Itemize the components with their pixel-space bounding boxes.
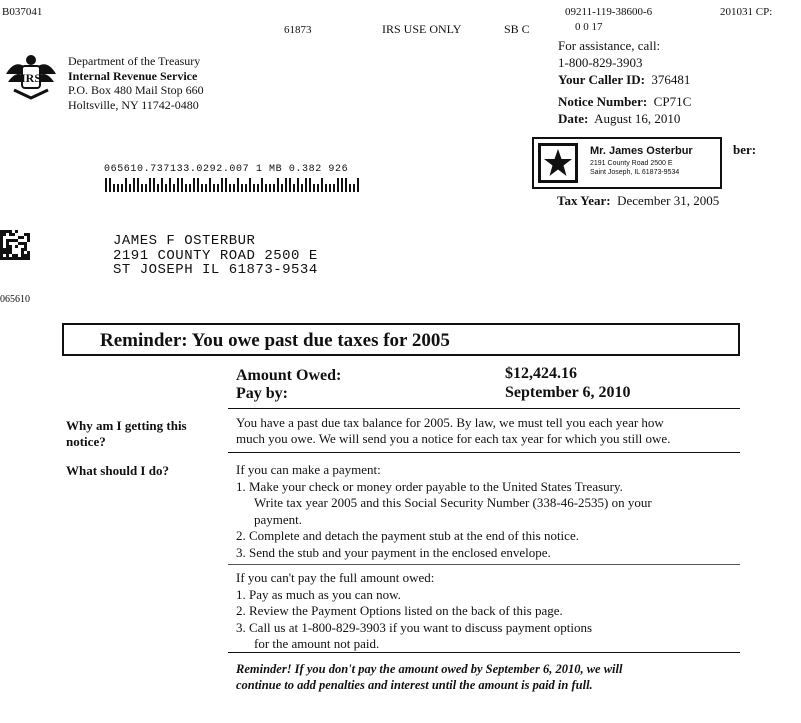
- irs-use-only-label: IRS USE ONLY: [382, 22, 462, 36]
- date-label: Date:: [558, 111, 589, 126]
- caller-id-row: [558, 71, 691, 88]
- pay-by-label: Pay by:: [236, 385, 288, 402]
- caller-id-label: Your Caller ID:: [558, 72, 645, 87]
- document-code: B037041: [2, 6, 43, 18]
- reminder-banner: [62, 323, 740, 356]
- agency-line-4: Holtsville, NY 11742-0480: [68, 97, 199, 112]
- assistance-block: [558, 37, 691, 127]
- cant-pay-item-3-cont: for the amount not paid.: [254, 636, 380, 651]
- divider-4: [228, 652, 740, 653]
- assistance-label: For assistance, call:: [558, 38, 661, 53]
- svg-text:IRS: IRS: [20, 71, 42, 85]
- caller-id-value: 376481: [651, 72, 691, 87]
- can-pay-item-1: 1. Make your check or money order payable to the United States Treasury.: [236, 478, 623, 494]
- agency-address: [68, 54, 204, 112]
- cant-pay-item-1: 1. Pay as much as you can now.: [236, 586, 401, 602]
- divider-3: [228, 564, 740, 565]
- period-code: 201031 CP:: [720, 6, 773, 18]
- divider-1: [228, 408, 740, 409]
- sbc-label: SB C: [504, 22, 530, 36]
- can-pay-item-1-end: payment.: [254, 511, 303, 527]
- star-box: [538, 143, 578, 183]
- taxpayer-name: Mr. James Osterbur: [590, 145, 693, 157]
- ber-label: ber:: [733, 142, 757, 157]
- why-heading-line-1: Why am I getting this: [66, 418, 187, 433]
- why-heading: [66, 418, 187, 450]
- closing-line-2: continue to add penalties and interest until the amount is paid in full.: [236, 678, 593, 692]
- closing-line-1: Reminder! If you don't pay the amount owed by September 6, 2010, we will: [236, 662, 623, 676]
- agency-line-2: Internal Revenue Service: [68, 68, 198, 83]
- amount-owed-label: Amount Owed:: [236, 367, 342, 384]
- datamatrix-code-icon: [0, 230, 30, 260]
- cant-pay-item-3: 3. Call us at 1-800-829-3903 if you want to discuss payment options: [236, 619, 593, 635]
- taxpayer-address-line-1: 2191 County Road 2500 E: [590, 160, 673, 167]
- can-pay-item-2: 2. Complete and detach the payment stub at the end of this notice.: [236, 528, 579, 543]
- star-icon: [543, 148, 573, 178]
- ssn-code: 09211-119-38600-6: [565, 6, 653, 18]
- can-pay-intro: If you can make a payment:: [236, 462, 381, 477]
- what-heading: What should I do?: [66, 463, 169, 478]
- cant-pay-item-2: 2. Review the Payment Options listed on the back of this page.: [236, 603, 563, 618]
- can-pay-item-3: 3. Send the stub and your payment in the enclosed envelope.: [236, 544, 551, 560]
- why-body: [236, 415, 670, 447]
- taxpayer-address-line-2: Saint Joseph, IL 61873-9534: [590, 169, 680, 176]
- postal-barcode-icon: [104, 178, 360, 192]
- recipient-line-2: 2191 COUNTY ROAD 2500 E: [113, 247, 318, 264]
- can-pay-list: [236, 462, 652, 561]
- zero-codes: 0 0 17: [575, 21, 603, 33]
- can-pay-item-1-cont: Write tax year 2005 and this Social Security Number (338-46-2535) on your: [254, 495, 652, 510]
- tax-year-row: [557, 193, 719, 209]
- date-row: [558, 110, 691, 127]
- notice-number-label: Notice Number:: [558, 94, 648, 109]
- why-body-line-1: You have a past due tax balance for 2005. By law, we must tell you each year how: [236, 415, 664, 430]
- amount-owed-value: $12,424.16: [505, 365, 577, 382]
- assistance-phone: 1-800-829-3903: [558, 55, 643, 70]
- tax-year-value: December 31, 2005: [617, 193, 720, 208]
- recipient-line-1: JAMES F OSTERBUR: [113, 233, 256, 249]
- left-margin-code: 065610: [0, 294, 30, 305]
- barcode-digits: 065610.737133.0292.007 1 MB 0.382 926: [104, 164, 349, 175]
- taxpayer-name-box: [532, 137, 722, 189]
- divider-2: [228, 452, 740, 453]
- notice-number-value: CP71C: [653, 94, 692, 109]
- why-body-line-2: much you owe. We will send you a notice for each tax year for which you still owe.: [236, 431, 671, 446]
- zip-code-label: 61873: [284, 24, 312, 36]
- pay-by-value: September 6, 2010: [505, 384, 631, 401]
- agency-line-1: Department of the Treasury: [68, 54, 201, 68]
- recipient-line-3: ST JOSEPH IL 61873-9534: [113, 262, 318, 278]
- closing-reminder: [236, 661, 622, 693]
- notice-number-row: [558, 93, 691, 110]
- cant-pay-list: [236, 570, 592, 653]
- why-heading-line-2: notice?: [66, 434, 106, 449]
- cant-pay-intro: If you can't pay the full amount owed:: [236, 570, 435, 585]
- reminder-title: Reminder: You owe past due taxes for 2005: [100, 330, 450, 351]
- recipient-address: [113, 234, 318, 278]
- tax-year-label: Tax Year:: [557, 193, 611, 208]
- date-value: August 16, 2010: [594, 111, 681, 126]
- irs-eagle-logo-icon: [4, 52, 58, 100]
- agency-line-3: P.O. Box 480 Mail Stop 660: [68, 83, 204, 97]
